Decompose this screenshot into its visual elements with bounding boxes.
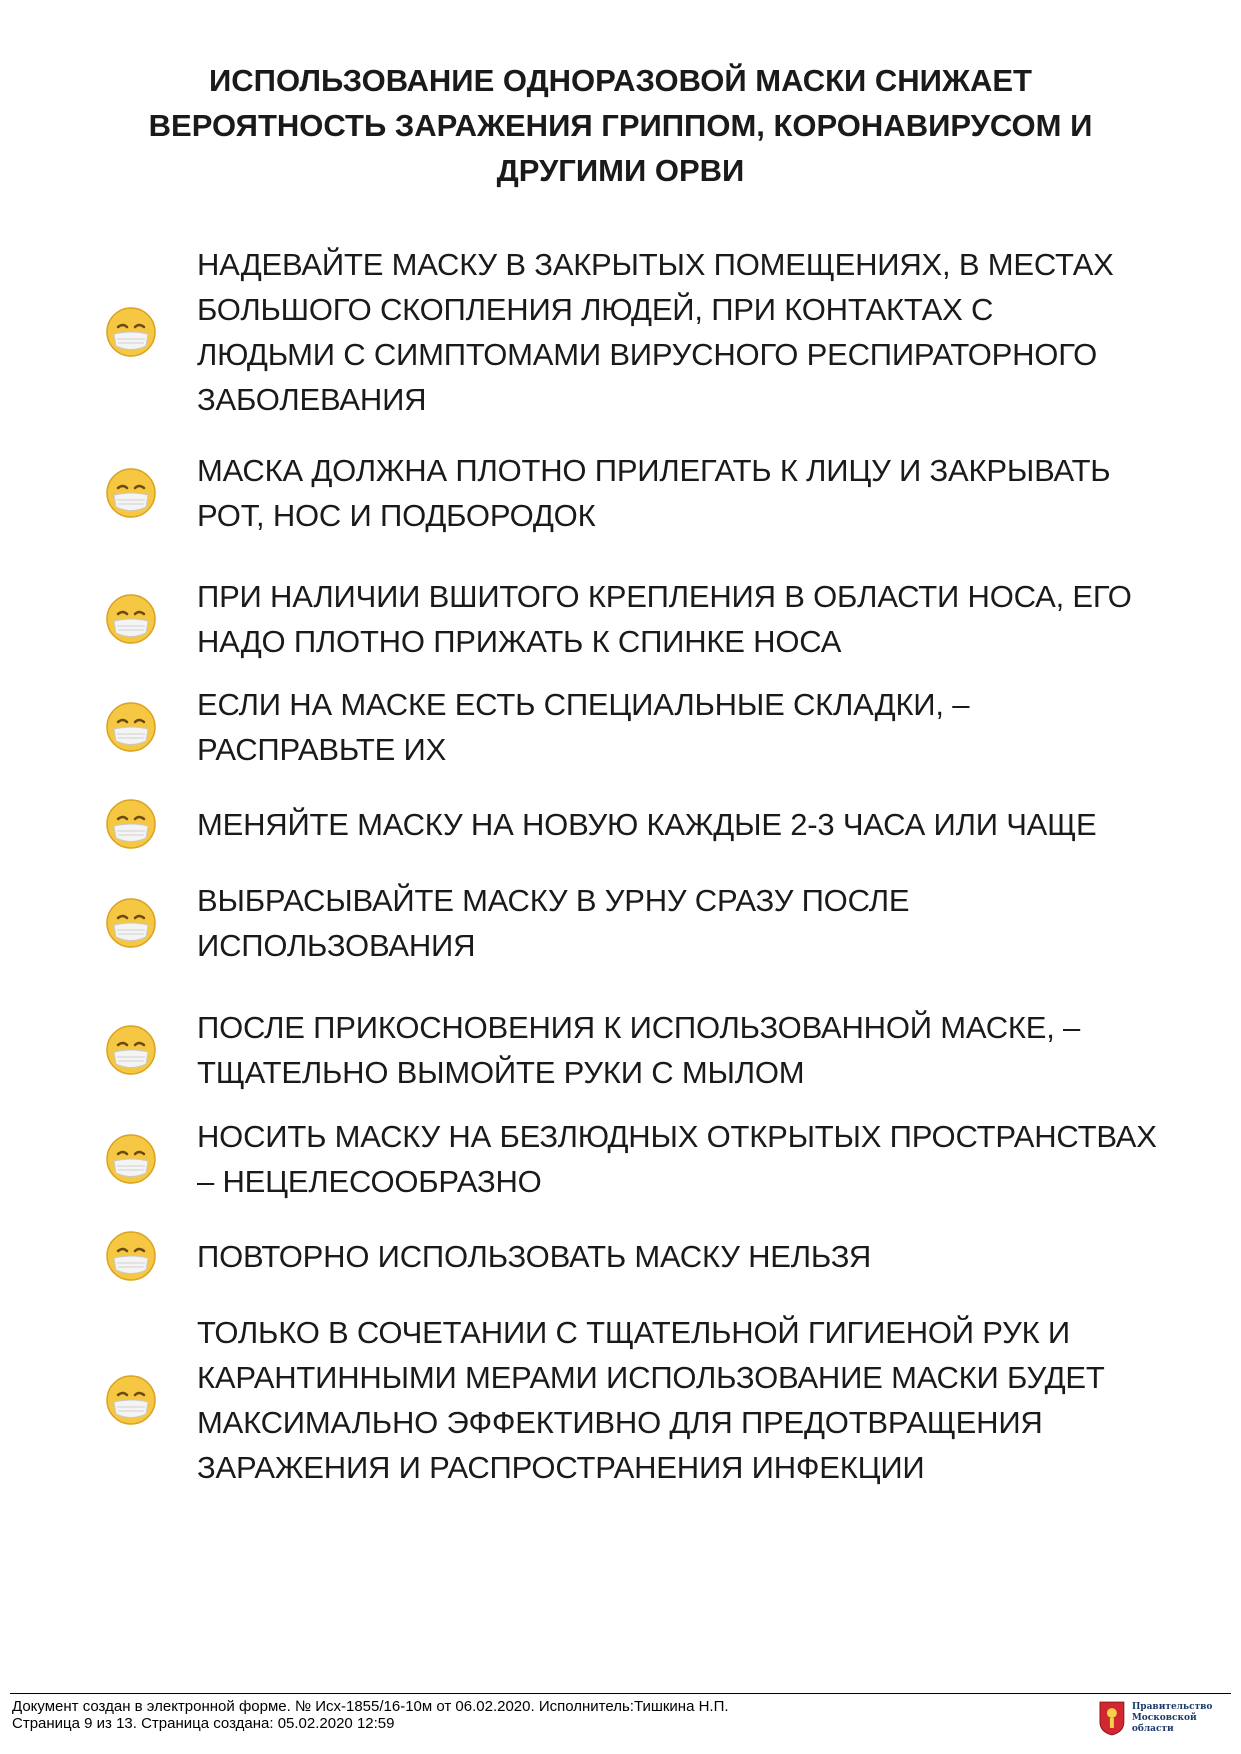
face-with-medical-mask-icon bbox=[105, 897, 157, 949]
footer-divider bbox=[10, 1693, 1231, 1694]
face-with-medical-mask-icon bbox=[105, 798, 157, 850]
footer-logo bbox=[1098, 1700, 1241, 1736]
footer-org-line-1: Правительство bbox=[1131, 1701, 1213, 1712]
rule-text-line: НАДЕВАЙТЕ МАСКУ В ЗАКРЫТЫХ ПОМЕЩЕНИЯХ, В МЕСТАХ bbox=[197, 247, 1114, 282]
rule-text-line: НОСИТЬ МАСКУ НА БЕЗЛЮДНЫХ ОТКРЫТЫХ ПРОСТРАНСТВАХ bbox=[197, 1119, 1157, 1154]
rule-item bbox=[105, 1005, 1185, 1095]
rule-text-line: МАКСИМАЛЬНО ЭФФЕКТИВНО ДЛЯ ПРЕДОТВРАЩЕНИЯ bbox=[197, 1405, 1043, 1440]
rule-text-line: ЛЮДЬМИ С СИМПТОМАМИ ВИРУСНОГО РЕСПИРАТОРНОГО bbox=[197, 337, 1097, 372]
rule-text bbox=[197, 448, 1110, 538]
rule-text-line: БОЛЬШОГО СКОПЛЕНИЯ ЛЮДЕЙ, ПРИ КОНТАКТАХ С bbox=[197, 292, 994, 327]
rule-text bbox=[197, 574, 1132, 664]
footer-org-name bbox=[1132, 1702, 1241, 1735]
rule-item bbox=[105, 448, 1185, 538]
footer-org-line-2: Московской области bbox=[1131, 1712, 1197, 1734]
face-with-medical-mask-icon bbox=[105, 701, 157, 753]
rule-text bbox=[197, 1310, 1105, 1490]
rule-text-line: МЕНЯЙТЕ МАСКУ НА НОВУЮ КАЖДЫЕ 2-3 ЧАСА ИЛИ ЧАЩЕ bbox=[197, 806, 1097, 842]
rule-text-line: ТОЛЬКО В СОЧЕТАНИИ С ТЩАТЕЛЬНОЙ ГИГИЕНОЙ РУК И bbox=[197, 1315, 1070, 1350]
rule-text bbox=[197, 1234, 871, 1279]
title-line-2: ВЕРОЯТНОСТЬ ЗАРАЖЕНИЯ ГРИППОМ, КОРОНАВИРУСОМ И bbox=[148, 108, 1093, 143]
rule-text-line: – НЕЦЕЛЕСООБРАЗНО bbox=[197, 1164, 542, 1199]
rule-item bbox=[105, 798, 1185, 850]
face-with-medical-mask-icon bbox=[105, 593, 157, 645]
rule-item bbox=[105, 242, 1185, 422]
rule-text-line: ЗАБОЛЕВАНИЯ bbox=[197, 382, 427, 417]
face-with-medical-mask-icon bbox=[105, 306, 157, 358]
rule-item bbox=[105, 1114, 1185, 1204]
rule-item bbox=[105, 682, 1185, 772]
title-line-3: ДРУГИМИ ОРВИ bbox=[496, 153, 745, 188]
face-with-medical-mask-icon bbox=[105, 1374, 157, 1426]
rule-text-line: ИСПОЛЬЗОВАНИЯ bbox=[197, 928, 476, 963]
title-line-1: ИСПОЛЬЗОВАНИЕ ОДНОРАЗОВОЙ МАСКИ СНИЖАЕТ bbox=[209, 63, 1032, 98]
rule-text bbox=[197, 878, 909, 968]
rule-text bbox=[197, 1005, 1080, 1095]
rule-text-line: МАСКА ДОЛЖНА ПЛОТНО ПРИЛЕГАТЬ К ЛИЦУ И ЗАКРЫВАТЬ bbox=[197, 453, 1111, 488]
rule-text-line: РОТ, НОС И ПОДБОРОДОК bbox=[197, 498, 596, 533]
rule-text-line: КАРАНТИННЫМИ МЕРАМИ ИСПОЛЬЗОВАНИЕ МАСКИ БУДЕТ bbox=[197, 1360, 1105, 1395]
rule-text-line: ЗАРАЖЕНИЯ И РАСПРОСТРАНЕНИЯ ИНФЕКЦИИ bbox=[197, 1450, 925, 1485]
rule-text bbox=[197, 242, 1114, 422]
rule-text-line: РАСПРАВЬТЕ ИХ bbox=[197, 732, 447, 767]
rule-text-line: ПРИ НАЛИЧИИ ВШИТОГО КРЕПЛЕНИЯ В ОБЛАСТИ НОСА, ЕГО bbox=[197, 579, 1132, 614]
rule-item bbox=[105, 574, 1185, 664]
rule-text-line: ТЩАТЕЛЬНО ВЫМОЙТЕ РУКИ С МЫЛОМ bbox=[197, 1055, 805, 1090]
rule-text-line: ПОВТОРНО ИСПОЛЬЗОВАТЬ МАСКУ НЕЛЬЗЯ bbox=[197, 1238, 872, 1274]
rule-item bbox=[105, 1310, 1185, 1490]
rule-text bbox=[197, 682, 969, 772]
rule-text-line: НАДО ПЛОТНО ПРИЖАТЬ К СПИНКЕ НОСА bbox=[197, 624, 842, 659]
rule-text bbox=[197, 1114, 1157, 1204]
rule-text-line: ВЫБРАСЫВАЙТЕ МАСКУ В УРНУ СРАЗУ ПОСЛЕ bbox=[197, 883, 910, 918]
rule-item bbox=[105, 878, 1185, 968]
moscow-region-emblem-icon bbox=[1098, 1700, 1126, 1736]
rule-item bbox=[105, 1230, 1185, 1282]
rule-text-line: ПОСЛЕ ПРИКОСНОВЕНИЯ К ИСПОЛЬЗОВАННОЙ МАСКЕ, – bbox=[197, 1010, 1081, 1045]
footer-document-info bbox=[12, 1698, 729, 1732]
page-title bbox=[100, 58, 1141, 193]
footer-line-2: Страница 9 из 13. Страница создана: 05.02.2020 12:59 bbox=[12, 1715, 395, 1732]
face-with-medical-mask-icon bbox=[105, 467, 157, 519]
rule-text-line: ЕСЛИ НА МАСКЕ ЕСТЬ СПЕЦИАЛЬНЫЕ СКЛАДКИ, – bbox=[197, 687, 970, 722]
footer-line-1: Документ создан в электронной форме. № Исх-1855/16-10м от 06.02.2020. Исполнитель:Тишкина Н.П. bbox=[12, 1698, 729, 1715]
face-with-medical-mask-icon bbox=[105, 1133, 157, 1185]
rule-text bbox=[197, 802, 1097, 847]
face-with-medical-mask-icon bbox=[105, 1024, 157, 1076]
face-with-medical-mask-icon bbox=[105, 1230, 157, 1282]
